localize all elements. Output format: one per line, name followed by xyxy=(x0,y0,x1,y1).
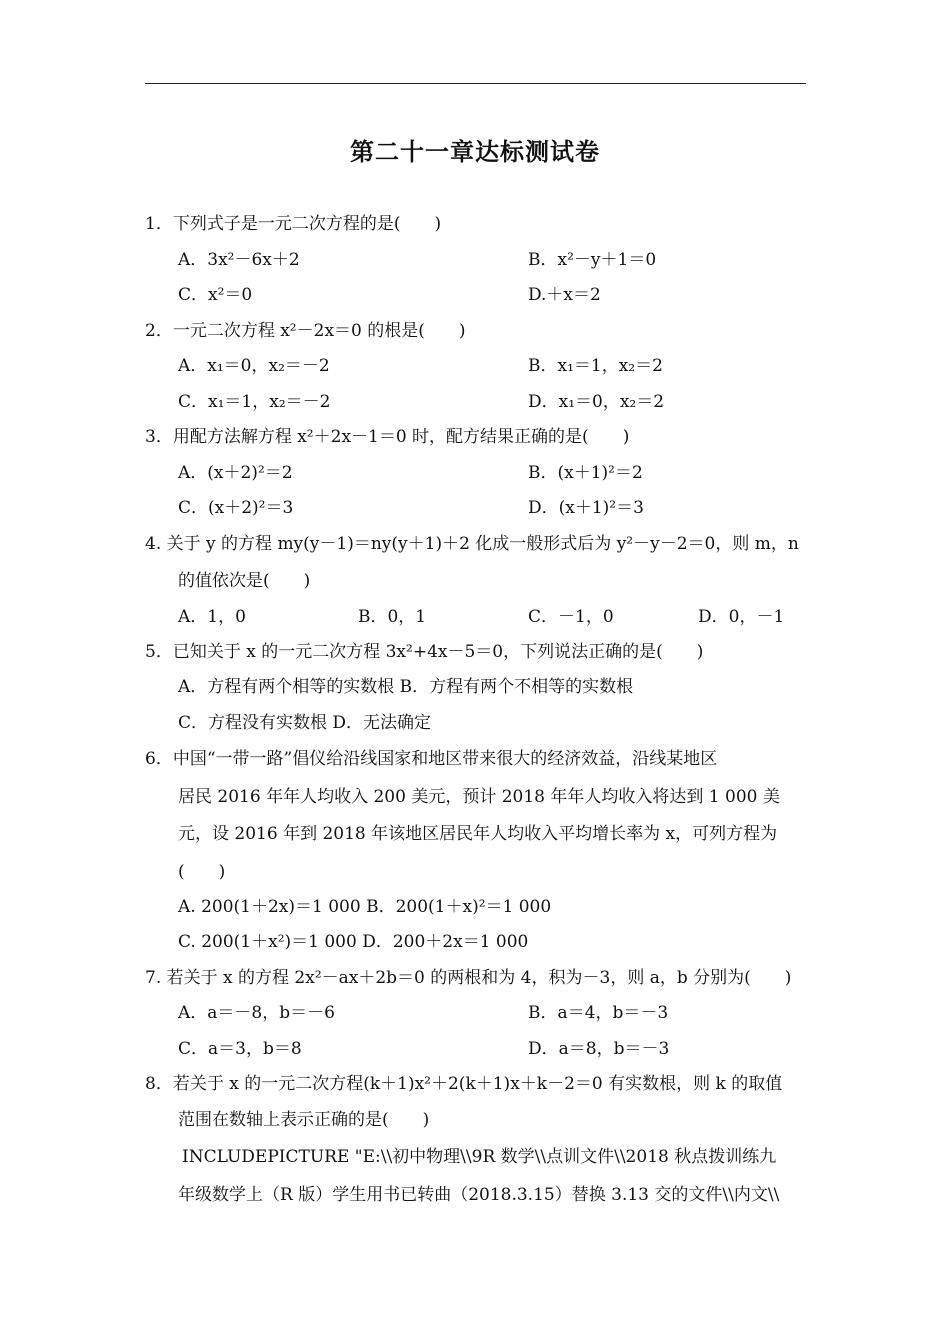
question-3-stem: 3．用配方法解方程 x²＋2x－1＝0 时，配方结果正确的是( ) xyxy=(145,427,630,447)
question-2-option-d: D．x₁＝0，x₂＝2 xyxy=(528,392,665,412)
question-2-option-b: B．x₁＝1，x₂＝2 xyxy=(528,356,663,376)
header-rule xyxy=(145,83,806,84)
question-7-option-d: D．a＝8，b＝－3 xyxy=(528,1039,670,1059)
question-1-option-a: A．3x²－6x＋2 xyxy=(178,250,300,270)
question-3-option-b: B．(x＋1)²＝2 xyxy=(528,463,643,483)
question-6-stem-line-1: 6．中国“一带一路”倡仪给沿线国家和地区带来很大的经济效益，沿线某地区 xyxy=(145,749,718,769)
question-3-option-c: C．(x＋2)²＝3 xyxy=(178,498,294,518)
include-picture-field-line-1: INCLUDEPICTURE "E:\\初中物理\\9R 数学\\点训文件\\2018 秋点拨训练九 xyxy=(182,1147,777,1167)
question-7-option-b: B．a＝4，b＝－3 xyxy=(528,1003,669,1023)
question-3-option-a: A．(x＋2)²＝2 xyxy=(178,463,293,483)
question-6-options-cd: C. 200(1＋x²)＝1 000 D．200＋2x＝1 000 xyxy=(178,932,529,952)
question-7-stem: 7. 若关于 x 的方程 2x²－ax＋2b＝0 的两根和为 4，积为－3，则 a，b 分别为( ) xyxy=(145,968,792,988)
question-1-option-b: B．x²－y＋1＝0 xyxy=(528,250,657,270)
question-5-options-cd: C．方程没有实数根 D．无法确定 xyxy=(178,713,432,733)
page-title: 第二十一章达标测试卷 xyxy=(350,137,600,166)
question-2-option-a: A．x₁＝0，x₂＝－2 xyxy=(178,356,330,376)
question-4-stem-line-1: 4. 关于 y 的方程 my(y－1)＝ny(y＋1)＋2 化成一般形式后为 y²－y－2＝0，则 m，n xyxy=(145,534,799,554)
question-2-option-c: C．x₁＝1，x₂＝－2 xyxy=(178,392,331,412)
question-4-option-c: C．－1，0 xyxy=(528,607,614,627)
question-4-option-b: B．0，1 xyxy=(358,607,427,627)
question-7-option-c: C．a＝3，b＝8 xyxy=(178,1039,302,1059)
question-2-stem: 2．一元二次方程 x²－2x＝0 的根是( ) xyxy=(145,321,466,341)
question-1-stem: 1．下列式子是一元二次方程的是( ) xyxy=(145,214,442,234)
include-picture-field-line-2: 年级数学上（R 版）学生用书已转曲（2018.3.15）替换 3.13 交的文件\\内文\\ xyxy=(178,1185,780,1205)
question-6-stem-line-2: 居民 2016 年年人均收入 200 美元，预计 2018 年年人均收入将达到 1 000 美 xyxy=(178,787,780,807)
question-7-option-a: A．a＝－8，b＝－6 xyxy=(178,1003,335,1023)
question-8-stem-line-2: 范围在数轴上表示正确的是( ) xyxy=(178,1110,430,1130)
question-6-options-ab: A. 200(1＋2x)＝1 000 B．200(1＋x)²＝1 000 xyxy=(178,897,552,917)
question-5-stem: 5．已知关于 x 的一元二次方程 3x²+4x－5＝0，下列说法正确的是( ) xyxy=(145,642,704,662)
question-6-stem-line-3: 元，设 2016 年到 2018 年该地区居民年人均收入平均增长率为 x，可列方程为 xyxy=(178,824,778,844)
question-6-stem-line-4: ( ) xyxy=(178,862,226,882)
question-1-option-c: C．x²＝0 xyxy=(178,285,253,305)
question-4-stem-line-2: 的值依次是( ) xyxy=(178,571,311,591)
question-4-option-a: A．1，0 xyxy=(178,607,246,627)
question-4-option-d: D．0，－1 xyxy=(698,607,785,627)
question-5-options-ab: A．方程有两个相等的实数根 B．方程有两个不相等的实数根 xyxy=(178,677,634,697)
question-1-option-d: D.＋x＝2 xyxy=(528,285,601,305)
question-8-stem-line-1: 8．若关于 x 的一元二次方程(k＋1)x²＋2(k＋1)x＋k－2＝0 有实数根，则 k 的取值 xyxy=(145,1074,783,1094)
question-3-option-d: D．(x＋1)²＝3 xyxy=(528,498,644,518)
